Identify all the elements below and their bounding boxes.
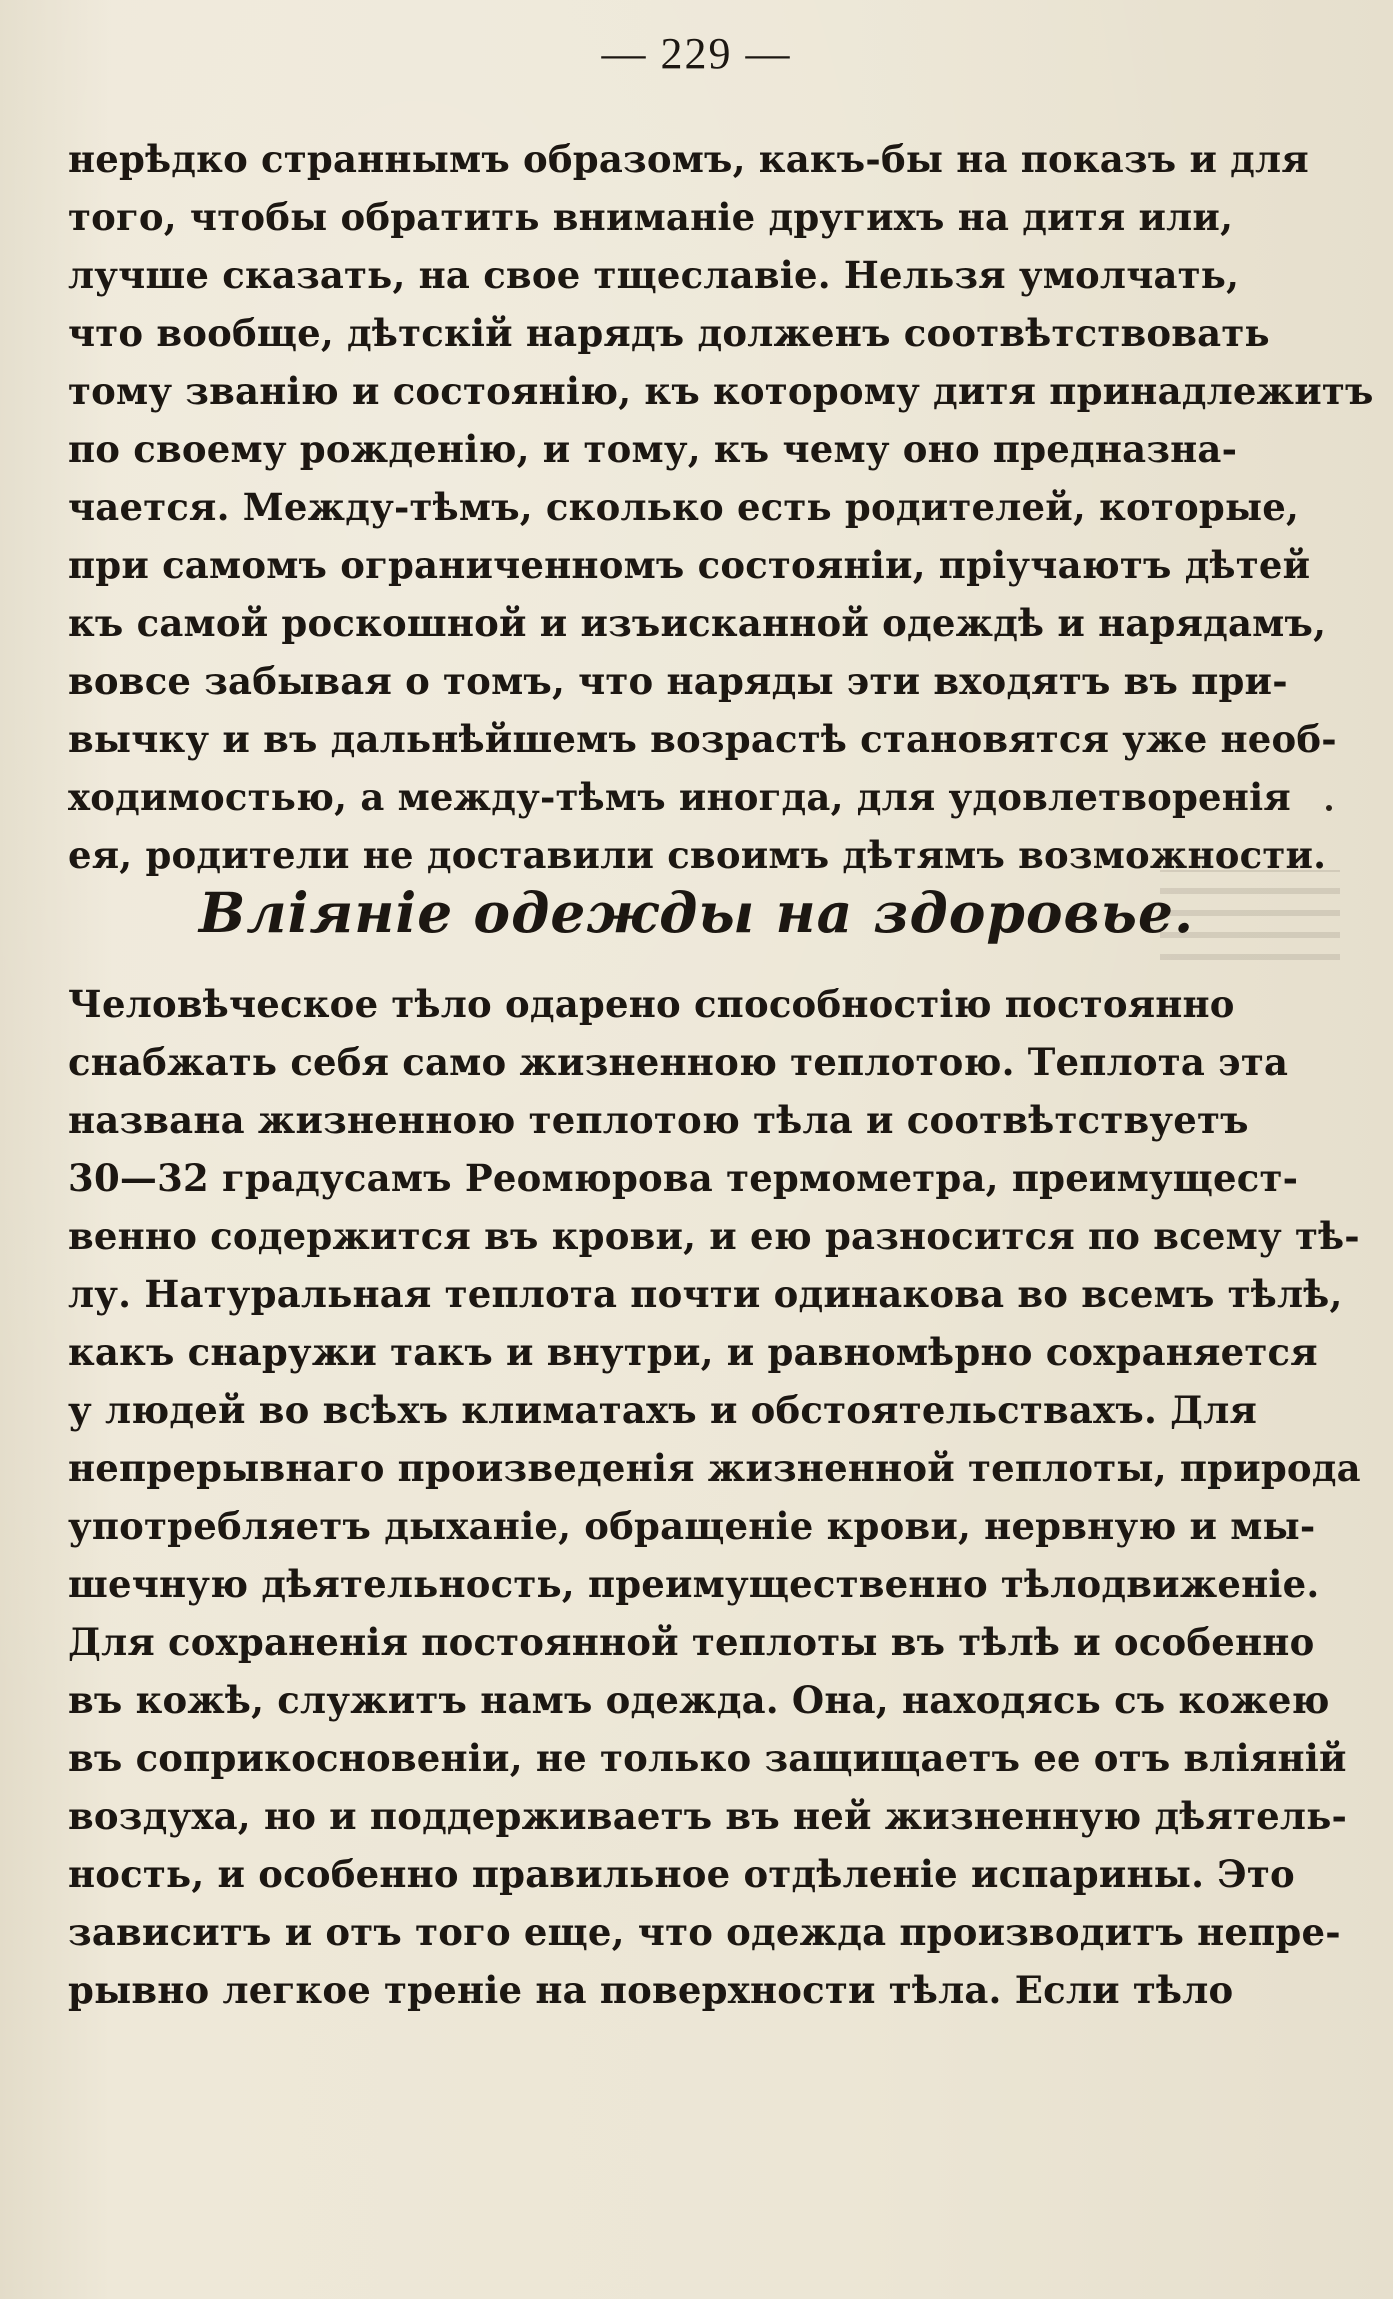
text-line: у людей во всѣхъ климатахъ и обстоятельствахъ. Для — [68, 1388, 1258, 1432]
text-line: лу. Натуральная теплота почти одинакова во всемъ тѣлѣ, — [68, 1272, 1343, 1316]
text-line: вовсе забывая о томъ, что наряды эти входятъ въ при- — [68, 659, 1288, 703]
text-line: употребляетъ дыханіе, обращеніе крови, нервную и мы- — [68, 1504, 1316, 1548]
text-line: венно содержится въ крови, и ею разносится по всему тѣ- — [68, 1214, 1360, 1258]
text-line: чается. Между-тѣмъ, сколько есть родителей, которые, — [68, 485, 1300, 529]
paragraph-2 — [68, 975, 1361, 2019]
text-line: непрерывнаго произведенія жизненной теплоты, природа — [68, 1446, 1361, 1490]
bleed-through-shadow — [1160, 870, 1340, 960]
text-line: 30—32 градусамъ Реомюрова термометра, преимущест- — [68, 1156, 1299, 1200]
text-line: тому званію и состоянію, къ которому дитя принадлежитъ — [68, 369, 1374, 413]
ink-speck — [1326, 805, 1332, 811]
text-line: того, чтобы обратить вниманіе другихъ на дитя или, — [68, 195, 1234, 239]
text-line: лучше сказать, на свое тщеславіе. Нельзя умолчать, — [68, 253, 1240, 297]
text-line: воздуха, но и поддерживаетъ въ ней жизненную дѣятель- — [68, 1794, 1348, 1838]
text-line: ходимостью, а между-тѣмъ иногда, для удовлетворенія — [68, 775, 1291, 819]
text-line: при самомъ ограниченномъ состояніи, пріучаютъ дѣтей — [68, 543, 1311, 587]
text-line: снабжать себя само жизненною теплотою. Теплота эта — [68, 1040, 1289, 1084]
text-line: въ соприкосновеніи, не только защищаетъ ее отъ вліяній — [68, 1736, 1347, 1780]
text-line: названа жизненною теплотою тѣла и соотвѣтствуетъ — [68, 1098, 1249, 1142]
text-line: нерѣдко страннымъ образомъ, какъ-бы на показъ и для — [68, 137, 1309, 181]
text-line: ея, родители не доставили своимъ дѣтямъ возможности. — [68, 833, 1327, 877]
text-line: шечную дѣятельность, преимущественно тѣлодвиженіе. — [68, 1562, 1320, 1606]
text-line: вычку и въ дальнѣйшемъ возрастѣ становятся уже необ- — [68, 717, 1337, 761]
text-line: Для сохраненія постоянной теплоты въ тѣлѣ и особенно — [68, 1620, 1315, 1664]
text-line: къ самой роскошной и изъисканной одеждѣ и нарядамъ, — [68, 601, 1327, 645]
text-line: ность, и особенно правильное отдѣленіе испарины. Это — [68, 1852, 1295, 1896]
text-line: зависитъ и отъ того еще, что одежда производитъ непре- — [68, 1910, 1341, 1954]
text-line: что вообще, дѣтскій нарядъ долженъ соотвѣтствовать — [68, 311, 1270, 355]
text-line: по своему рожденію, и тому, къ чему оно предназна- — [68, 427, 1238, 471]
text-line: рывно легкое треніе на поверхности тѣла. Если тѣло — [68, 1968, 1234, 2012]
text-line: Человѣческое тѣло одарено способностію постоянно — [68, 982, 1235, 1026]
text-line: какъ снаружи такъ и внутри, и равномѣрно сохраняется — [68, 1330, 1318, 1374]
page-number: — 229 — — [601, 29, 792, 78]
paragraph-1 — [68, 130, 1374, 884]
section-heading: Вліяніе одежды на здоровье. — [198, 880, 1195, 945]
text-line: въ кожѣ, служитъ намъ одежда. Она, находясь съ кожею — [68, 1678, 1330, 1722]
